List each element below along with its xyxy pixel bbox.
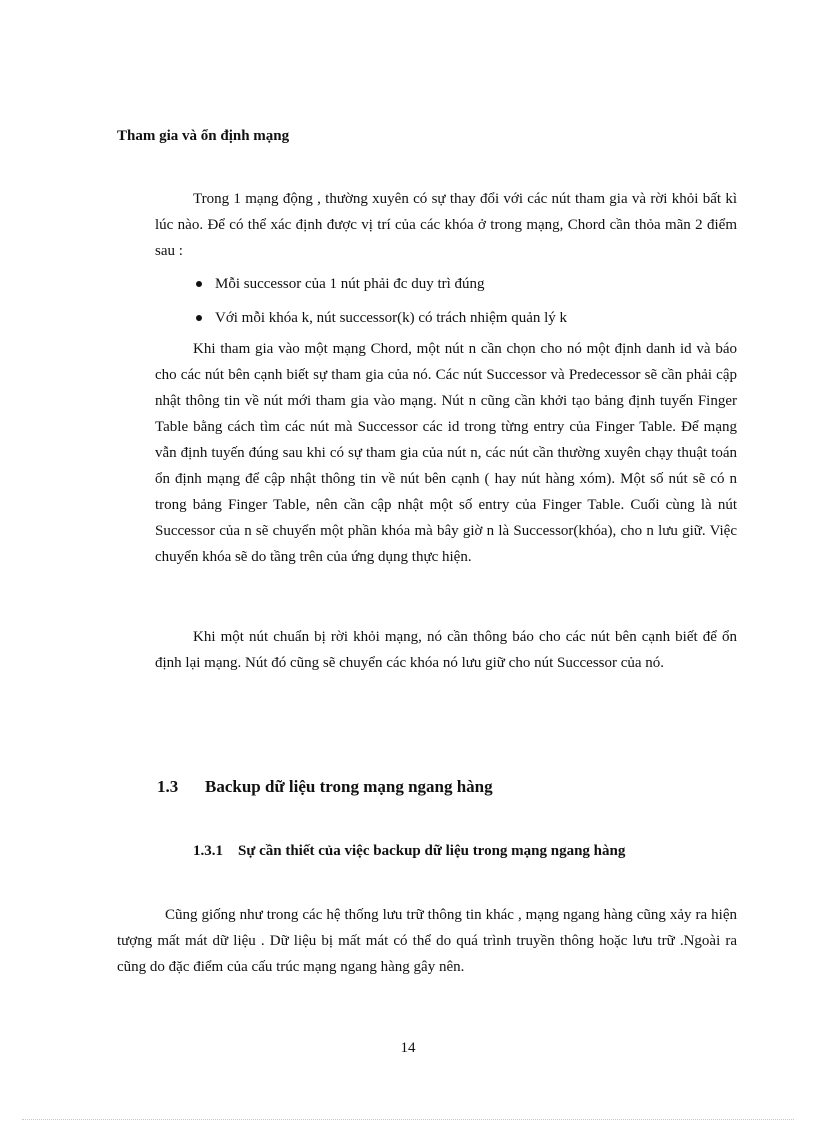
- paragraph-leave: Khi một nút chuẩn bị rời khỏi mạng, nó cần thông báo cho các nút bên cạnh biết để ổn định lại mạng. Nút đó cũng sẽ chuyển các khóa nó lưu giữ cho nút Successor của nó.: [155, 629, 737, 671]
- bullet-text: Mỗi successor của 1 nút phải đc duy trì đúng: [215, 276, 485, 292]
- paragraph-join: Khi tham gia vào một mạng Chord, một nút n cần chọn cho nó một định danh id và báo cho các nút bên cạnh biết sự tham gia của nó. Các nút Successor và Predecessor sẽ cần phải cập nhật thông tin về nút mới tham gia vào mạng. Nút n cũng cần khởi tạo bảng định tuyến Finger Table bằng cách tìm các nút mà Successor các id trong từng entry của Finger Table. Để mạng vẫn định tuyến đúng sau khi có sự tham gia của nút n, các nút cần thường xuyên chạy thuật toán ổn định mạng để cập nhật thông tin về nút bên cạnh ( hay nút hàng xóm). Một số nút sẽ có n trong bảng Finger Table, nên cần cập nhật một số entry của Finger Table. Cuối cùng là nút Successor của n sẽ chuyển một phần khóa mà bây giờ n là Successor(khóa), cho n lưu giữ. Việc chuyển khóa sẽ do tầng trên của ứng dụng thực hiện.: [155, 341, 737, 565]
- subsection-title: Sự cần thiết của việc backup dữ liệu trong mạng ngang hàng: [238, 843, 626, 859]
- section-title: Backup dữ liệu trong mạng ngang hàng: [205, 777, 493, 796]
- bullet-icon: [196, 281, 202, 287]
- subheading-join-stabilize: Tham gia và ổn định mạng: [117, 128, 290, 144]
- paragraph-backup: Cũng giống như trong các hệ thống lưu trữ thông tin khác , mạng ngang hàng cũng xảy ra hiện tượng mất mát dữ liệu . Dữ liệu bị mất mát có thể do quá trình truyền thông hoặc lưu trữ .Ngoài ra cũng do đặc điểm của cấu trúc mạng ngang hàng gây nên.: [117, 907, 737, 975]
- bullet-list: [190, 271, 737, 339]
- paragraph-intro: Trong 1 mạng động , thường xuyên có sự thay đổi với các nút tham gia và rời khỏi bất kì lúc nào. Để có thể xác định được vị trí của các khóa ở trong mạng, Chord cần thỏa mãn 2 điểm sau :: [155, 191, 737, 259]
- subsection-number: 1.3.1: [193, 843, 223, 859]
- page-number: 14: [400, 1040, 416, 1056]
- list-item: [190, 271, 737, 305]
- section-heading: [157, 777, 493, 797]
- page-bottom-divider: [22, 1119, 794, 1120]
- list-item: [190, 305, 737, 339]
- bullet-text: Với mỗi khóa k, nút successor(k) có trách nhiệm quản lý k: [215, 310, 568, 326]
- subsection-heading: [193, 843, 625, 860]
- section-number: 1.3: [157, 777, 179, 796]
- bullet-icon: [196, 315, 202, 321]
